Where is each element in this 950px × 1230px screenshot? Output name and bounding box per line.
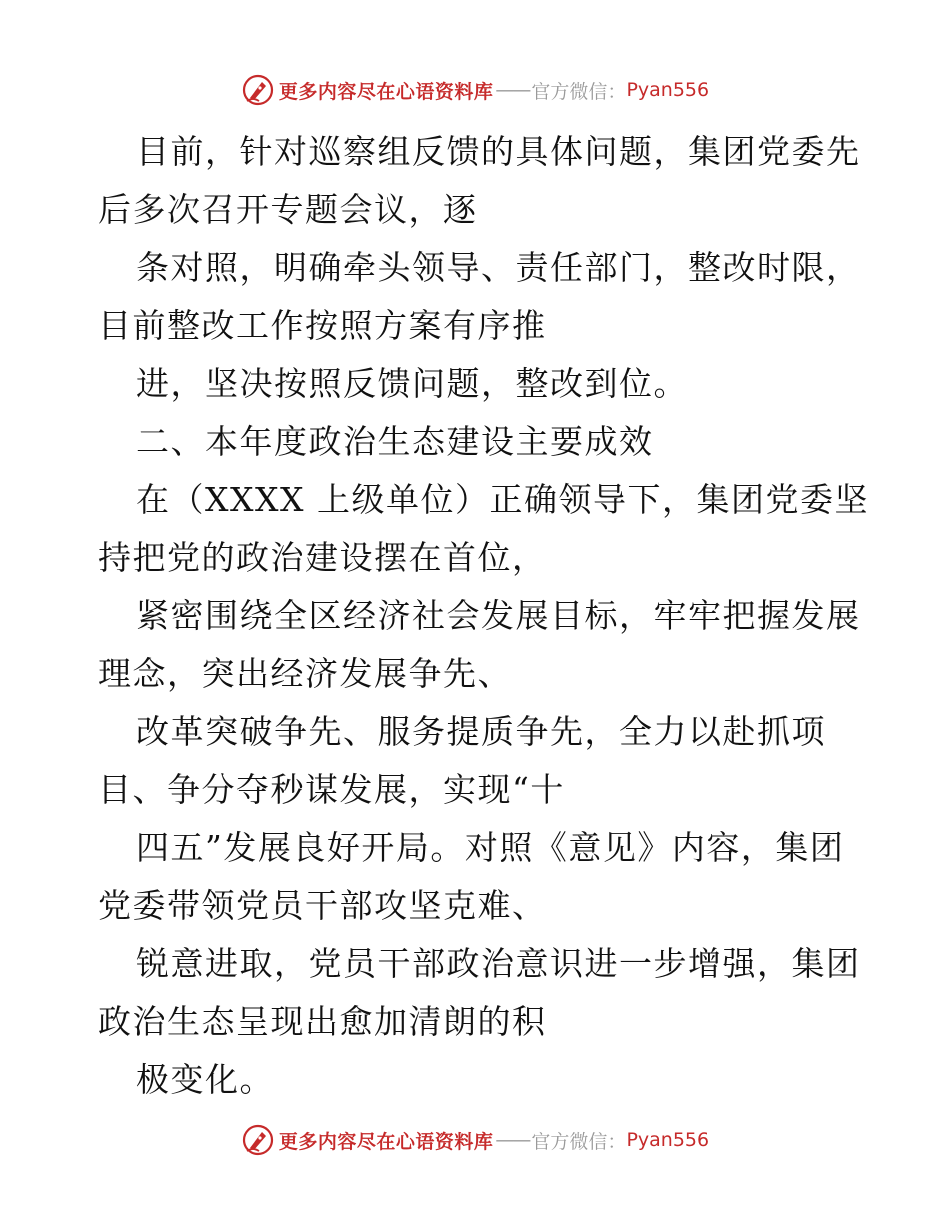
text-line: 持把党的政治建设摆在首位， bbox=[98, 538, 547, 577]
document-body bbox=[98, 123, 869, 1109]
pen-nib-logo-icon bbox=[241, 1123, 275, 1157]
text-line: 理念，突出经济发展争先、 bbox=[98, 654, 512, 693]
text-line: 在（XXXX 上级单位）正确领导下，集团党委坚 bbox=[136, 480, 869, 519]
banner-wechat-id: Pyan556 bbox=[626, 1129, 710, 1151]
banner-sub-text: 官方微信： bbox=[531, 1130, 627, 1153]
text-line: 锐意进取，党员干部政治意识进一步增强，集团 bbox=[136, 944, 861, 983]
banner-main-text: 更多内容尽在心语资料库 bbox=[278, 80, 494, 103]
text-line: 极变化。 bbox=[136, 1060, 274, 1099]
footer-banner bbox=[0, 1120, 950, 1160]
banner-dash: —— bbox=[495, 1129, 530, 1151]
text-line: 政治生态呈现出愈加清朗的积 bbox=[98, 1002, 547, 1041]
text-line: 目、争分夺秒谋发展，实现“十 bbox=[98, 770, 565, 809]
header-banner bbox=[0, 70, 950, 110]
banner-wechat-id: Pyan556 bbox=[626, 79, 710, 101]
text-line: 后多次召开专题会议，逐 bbox=[98, 190, 478, 229]
banner-dash: —— bbox=[495, 79, 530, 101]
banner-main-text: 更多内容尽在心语资料库 bbox=[278, 1130, 494, 1153]
pen-nib-logo-icon bbox=[241, 73, 275, 107]
text-line: 进，坚决按照反馈问题，整改到位。 bbox=[136, 364, 688, 403]
section-heading: 二、本年度政治生态建设主要成效 bbox=[136, 422, 654, 461]
text-line: 改革突破争先、服务提质争先，全力以赴抓项 bbox=[136, 712, 826, 751]
text-line: 条对照，明确牵头领导、责任部门，整改时限， bbox=[136, 248, 861, 287]
text-line: 目前，针对巡察组反馈的具体问题，集团党委先 bbox=[136, 132, 861, 171]
text-line: 党委带领党员干部攻坚克难、 bbox=[98, 886, 547, 925]
text-line: 紧密围绕全区经济社会发展目标，牢牢把握发展 bbox=[136, 596, 861, 635]
text-line: 四五”发展良好开局。对照《意见》内容，集团 bbox=[136, 828, 845, 867]
banner-sub-text: 官方微信： bbox=[531, 80, 627, 103]
text-line: 目前整改工作按照方案有序推 bbox=[98, 306, 547, 345]
